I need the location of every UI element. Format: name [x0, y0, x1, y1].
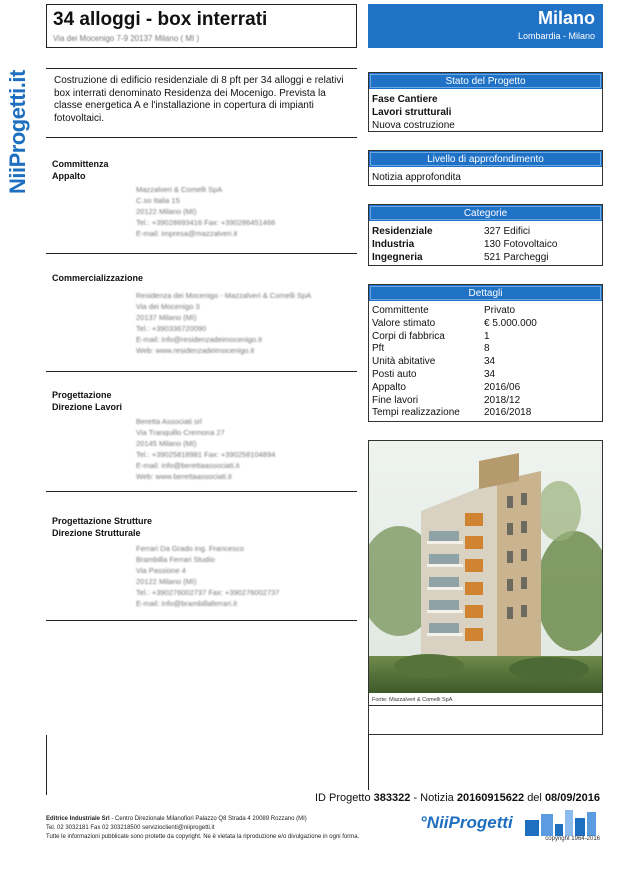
notizia-date: 08/09/2016: [544, 792, 600, 804]
section-heading: Progettazione Strutture Direzione Strutturale: [52, 516, 153, 538]
footer-info: Editrice Industriale Srl - Centro Direzionale Milanofiori Palazzo Q8 Strada 4 20089 Rozzano (MI) Tel. 02 3032181 Fax 02 303218500 servizioclienti@niiprogetti.it Tutte le informazioni pubblicate sono protette da copyright. Ne è vietata la riproduzione e/o divulgazione in ogni forma.: [46, 815, 376, 842]
region-name: Lombardia - Milano: [517, 31, 595, 41]
section-commercializzazione: [46, 272, 357, 372]
detail-row: Corpi di fabbrica 1: [372, 330, 490, 342]
brand-logo-vertical[interactable]: [2, 4, 28, 194]
photo-bottom-area: [369, 705, 602, 735]
notizia-id: 20160915622: [456, 792, 525, 804]
brand-text: °NiiProgetti: [420, 813, 513, 832]
detail-row: Committente Privato: [372, 305, 516, 316]
detail-row: Posti auto 34: [372, 368, 496, 380]
detail-row: Appalto 2016/06: [372, 381, 521, 393]
panel-title: Categorie: [369, 205, 602, 221]
section-heading: Commercializzazione: [52, 273, 144, 283]
panel-stato: [368, 72, 603, 132]
detail-row: Unità abitative 34: [372, 356, 496, 368]
contact-block: Ferrari Da Grado ing. Francesco Brambilla Ferrari Studio Via Passione 4 20122 Milano (MI) Tel.: +390276002737 Fax: +390276002737 E-mail: info@brambillaferrari.it: [136, 544, 280, 608]
project-description: Costruzione di edificio residenziale di 8 pft per 34 alloggi e relativi box interrati denominato Residenza dei Mocenigo. Prevista la classe energetica A e l'installazione in copertura di impianti fotovoltaici.: [46, 68, 357, 138]
panel-livello: [368, 150, 603, 186]
detail-row: Tempi realizzazione 2016/2018: [372, 407, 532, 419]
city-name: Milano: [538, 8, 595, 28]
project-title-box: [46, 4, 357, 48]
contact-block: Beretta Associati srl Via Tranquillo Cremona 27 20145 Milano (MI) Tel.: +39025818981 Fax: +390258104894 E-mail: info@berettaassociati.it Web: www.berettaassociati.it: [136, 417, 276, 481]
photo-caption: Fonte: Mazzalveri & Comelli SpA: [372, 697, 453, 703]
building-rendering-image: [369, 441, 602, 693]
section-progettazione: [46, 389, 357, 492]
section-heading: Progettazione Direzione Lavori: [52, 390, 123, 412]
section-committenza: [46, 158, 357, 254]
location-box: [368, 4, 603, 48]
project-title: 34 alloggi - box interrati: [53, 9, 268, 30]
divider-left: [46, 735, 47, 795]
logo-text: NiiProgetti.it: [5, 70, 30, 194]
stato-tipo: Nuova costruzione: [372, 120, 455, 131]
livello-value: Notizia approfondita: [372, 172, 461, 183]
detail-row: Fine lavori 2018/12: [372, 394, 521, 406]
detail-row: Pft 8: [372, 343, 490, 355]
brand-building-icon: [525, 810, 600, 836]
footer-company: Editrice Industriale Srl: [46, 816, 110, 822]
panel-title: Livello di approfondimento: [369, 151, 602, 167]
category-row: Ingegneria 521 Parcheggi: [372, 252, 549, 263]
panel-dettagli: [368, 284, 603, 422]
category-row: Residenziale 327 Edifici: [372, 226, 531, 237]
stato-lavori: Lavori strutturali: [372, 107, 452, 118]
panel-categorie: [368, 204, 603, 266]
footer-contacts: Tel. 02 3032181 Fax 02 303218500 servizioclienti@niiprogetti.it: [46, 825, 215, 831]
project-address: Via dei Mocenigo 7-9 20137 Milano ( MI ): [53, 34, 200, 43]
section-strutture: [46, 515, 357, 621]
footer-rights: Tutte le informazioni pubblicate sono protette da copyright. Ne è vietata la riproduzione e/o divulgazione in ogni forma.: [46, 834, 360, 840]
divider-right: [368, 735, 369, 790]
footer-brand-logo[interactable]: [420, 808, 600, 838]
section-heading: Committenza Appalto: [52, 159, 109, 181]
panel-title: Dettagli: [369, 285, 602, 301]
contact-block: Mazzalveri & Comelli SpA C.so Italia 15 20122 Milano (MI) Tel.: +39028693416 Fax: +390286451466 E-mail: impresa@mazzalveri.it: [136, 185, 276, 238]
project-id-line: ID Progetto 383322 - Notizia 20160915622 del 08/09/2016: [314, 792, 600, 804]
panel-title: Stato del Progetto: [369, 73, 602, 89]
project-id: 383322: [373, 792, 411, 804]
copyright: copyright 1964-2016: [545, 836, 600, 842]
stato-fase: Fase Cantiere: [372, 94, 438, 105]
detail-row: Valore stimato € 5.000.000: [372, 317, 537, 329]
category-row: Industria 130 Fotovoltaico: [372, 239, 558, 250]
project-photo-frame: [368, 440, 603, 735]
contact-block: Residenza dei Mocenigo - Mazzalveri & Comelli SpA Via dei Mocenigo 3 20137 Milano (MI) Tel.: +390336720090 E-mail: info@residenzadeimocenigo.it Web: www.residenzadeimocenigo.it: [136, 291, 312, 355]
